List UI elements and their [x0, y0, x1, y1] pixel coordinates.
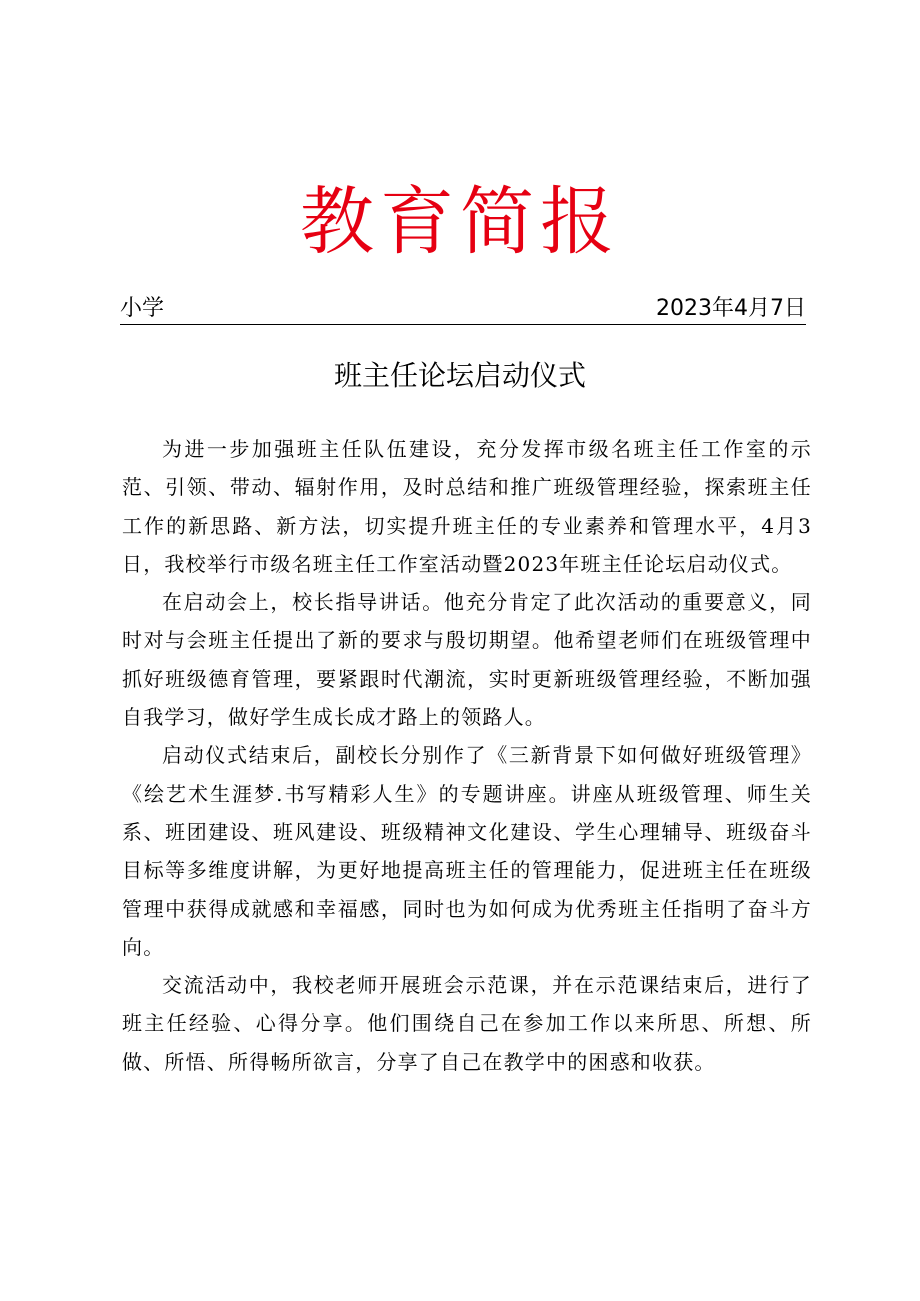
header-meta-line — [120, 292, 806, 325]
article-paragraph: 在启动会上，校长指导讲话。他充分肯定了此次活动的重要意义，同时对与会班主任提出了新的要求与殷切期望。他希望老师们在班级管理中抓好班级德育管理，要紧跟时代潮流，实时更新班级管理经验，不断加强自我学习，做好学生成长成才路上的领路人。 — [122, 590, 812, 730]
school-name: 小学 — [120, 296, 165, 321]
article-paragraph: 启动仪式结束后，副校长分别作了《三新背景下如何做好班级管理》《绘艺术生涯梦.书写精彩人生》的专题讲座。讲座从班级管理、师生关系、班团建设、班风建设、班级精神文化建设、学生心理辅导、班级奋斗目标等多维度讲解，为更好地提高班主任的管理能力，促进班主任在班级管理中获得成就感和幸福感，同时也为如何成为优秀班主任指明了奋斗方向。 — [122, 743, 812, 959]
article-paragraph: 交流活动中，我校老师开展班会示范课，并在示范课结束后，进行了班主任经验、心得分享。他们围绕自己在参加工作以来所思、所想、所做、所悟、所得畅所欲言，分享了自己在教学中的困惑和收获。 — [122, 973, 812, 1074]
masthead-title: 教育简报 — [300, 179, 620, 265]
issue-date: 2023年4月7日 — [656, 296, 806, 321]
article-body — [122, 430, 812, 1081]
article-title: 班主任论坛启动仪式 — [333, 359, 586, 392]
article-paragraph: 为进一步加强班主任队伍建设，充分发挥市级名班主任工作室的示范、引领、带动、辐射作用，及时总结和推广班级管理经验，探索班主任工作的新思路、新方法，切实提升班主任的专业素养和管理水平，4月3日，我校举行市级名班主任工作室活动暨2023年班主任论坛启动仪式。 — [122, 437, 812, 576]
